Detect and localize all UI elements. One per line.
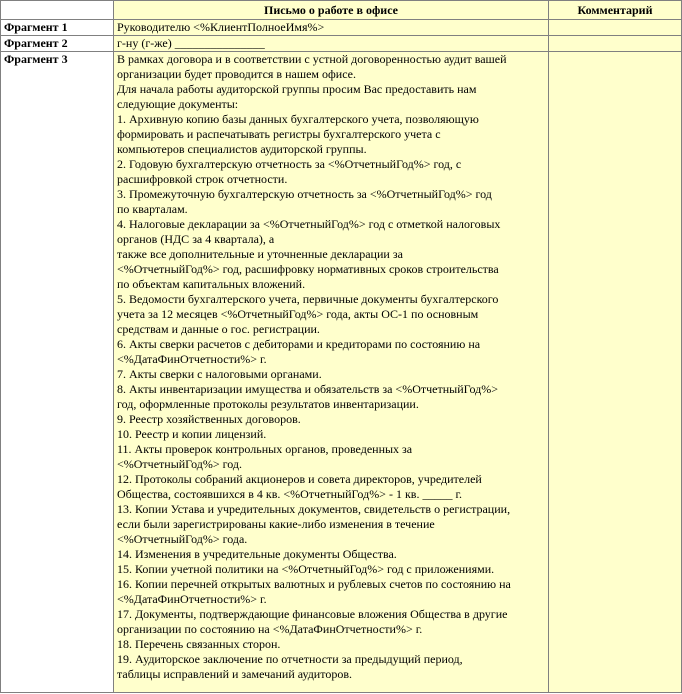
fragment-text-cell[interactable] xyxy=(114,20,549,36)
fragment-text-line: 9. Реестр хозяйственных договоров. xyxy=(117,412,301,426)
table-row xyxy=(1,20,682,36)
fragment-text-line: <%ОтчетныйГод%> год. xyxy=(117,457,242,471)
fragment-text-line: 13. Копии Устава и учредительных документов, свидетельств о регистрации, xyxy=(117,502,511,516)
fragment-text-line: <%ОтчетныйГод%> года. xyxy=(117,532,248,546)
fragment-text-line: 14. Изменения в учредительные документы Общества. xyxy=(117,547,397,561)
fragment-text-line: <%ОтчетныйГод%> год, расшифровку нормативных сроков строительства xyxy=(117,262,499,276)
fragment-text-line: 3. Промежуточную бухгалтерскую отчетность за <%ОтчетныйГод%> год xyxy=(117,187,492,201)
fragment-text-line: <%ДатаФинОтчетности%> г. xyxy=(117,352,267,366)
fragment-text-line: 11. Акты проверок контрольных органов, проведенных за xyxy=(117,442,413,456)
table-row xyxy=(1,52,682,693)
fragment-text-line: таблицы исправлений и замечаний аудиторов. xyxy=(117,667,352,681)
header-letter-cell: Письмо о работе в офисе xyxy=(114,1,549,20)
fragment-text-line: 18. Перечень связанных сторон. xyxy=(117,637,281,651)
fragment-text-line: следующие документы: xyxy=(117,97,239,111)
fragment-text-line: если были зарегистрированы какие-либо изменения в течение xyxy=(117,517,435,531)
header-label-cell xyxy=(1,1,114,20)
fragment-text-line: 19. Аудиторское заключение по отчетности за предыдущий период, xyxy=(117,652,463,666)
fragment-text-line: 8. Акты инвентаризации имущества и обязательств за <%ОтчетныйГод%> xyxy=(117,382,499,396)
fragment-text-line: 15. Копии учетной политики на <%ОтчетныйГод%> год с приложениями. xyxy=(117,562,495,576)
fragment-text-line: по объектам капитальных вложений. xyxy=(117,277,306,291)
fragment-text-line: органов (НДС за 4 квартала), а xyxy=(117,232,275,246)
fragment-text-line: Общества, состоявшихся в 4 кв. <%ОтчетныйГод%> - 1 кв. _____ г. xyxy=(117,487,463,501)
comment-cell[interactable] xyxy=(549,20,682,36)
fragment-text-line: Руководителю <%КлиентПолноеИмя%> xyxy=(117,20,325,34)
comment-cell[interactable] xyxy=(549,36,682,52)
fragment-text-line: г-ну (г-же) _______________ xyxy=(117,36,265,50)
comment-cell[interactable] xyxy=(549,52,682,693)
fragment-text-line: 4. Налоговые декларации за <%ОтчетныйГод%> год с отметкой налоговых xyxy=(117,217,501,231)
fragment-text-line: год, оформленные протоколы результатов инвентаризации. xyxy=(117,397,419,411)
fragment-text-line: 2. Годовую бухгалтерскую отчетность за <%ОтчетныйГод%> год, с xyxy=(117,157,462,171)
fragment-label: Фрагмент 3 xyxy=(1,52,114,693)
header-comment-cell: Комментарий xyxy=(549,1,682,20)
fragment-text-line: организации по состоянию на <%ДатаФинОтчетности%> г. xyxy=(117,622,423,636)
fragment-text-line: 12. Протоколы собраний акционеров и совета директоров, учредителей xyxy=(117,472,482,486)
fragment-text-line: формировать и распечатывать регистры бухгалтерского учета с xyxy=(117,127,441,141)
header-row xyxy=(1,1,682,20)
fragment-text-cell[interactable] xyxy=(114,52,549,693)
fragment-text-line: 5. Ведомости бухгалтерского учета, первичные документы бухгалтерского xyxy=(117,292,499,306)
fragment-text-line: Для начала работы аудиторской группы просим Вас предоставить нам xyxy=(117,82,477,96)
fragment-text-line: расшифровкой строк отчетности. xyxy=(117,172,288,186)
fragment-label: Фрагмент 2 xyxy=(1,36,114,52)
fragment-text-line: по кварталам. xyxy=(117,202,188,216)
fragment-text-line: 7. Акты сверки с налоговыми органами. xyxy=(117,367,322,381)
fragment-text-line: <%ДатаФинОтчетности%> г. xyxy=(117,592,267,606)
fragment-text-line: 6. Акты сверки расчетов с дебиторами и кредиторами по состоянию на xyxy=(117,337,481,351)
fragment-text-line: 10. Реестр и копии лицензий. xyxy=(117,427,267,441)
table-row xyxy=(1,36,682,52)
fragment-text-line: также все дополнительные и уточненные декларации за xyxy=(117,247,403,261)
fragment-text-cell[interactable] xyxy=(114,36,549,52)
fragment-text-line: В рамках договора и в соответствии с устной договоренностью аудит вашей xyxy=(117,52,507,66)
fragment-text-line: учета за 12 месяцев <%ОтчетныйГод%> года, акты ОС-1 по основным xyxy=(117,307,479,321)
fragment-text-line: 17. Документы, подтверждающие финансовые вложения Общества в другие xyxy=(117,607,508,621)
fragment-text-line: средствам и данные о гос. регистрации. xyxy=(117,322,320,336)
fragment-label: Фрагмент 1 xyxy=(1,20,114,36)
fragment-text-line: 1. Архивную копию базы данных бухгалтерского учета, позволяющую xyxy=(117,112,479,126)
fragment-text-line: компьютеров специалистов аудиторской группы. xyxy=(117,142,367,156)
fragment-text-line: организации будет проводится в нашем офисе. xyxy=(117,67,356,81)
fragment-text-line: 16. Копии перечней открытых валютных и рублевых счетов по состоянию на xyxy=(117,577,511,591)
